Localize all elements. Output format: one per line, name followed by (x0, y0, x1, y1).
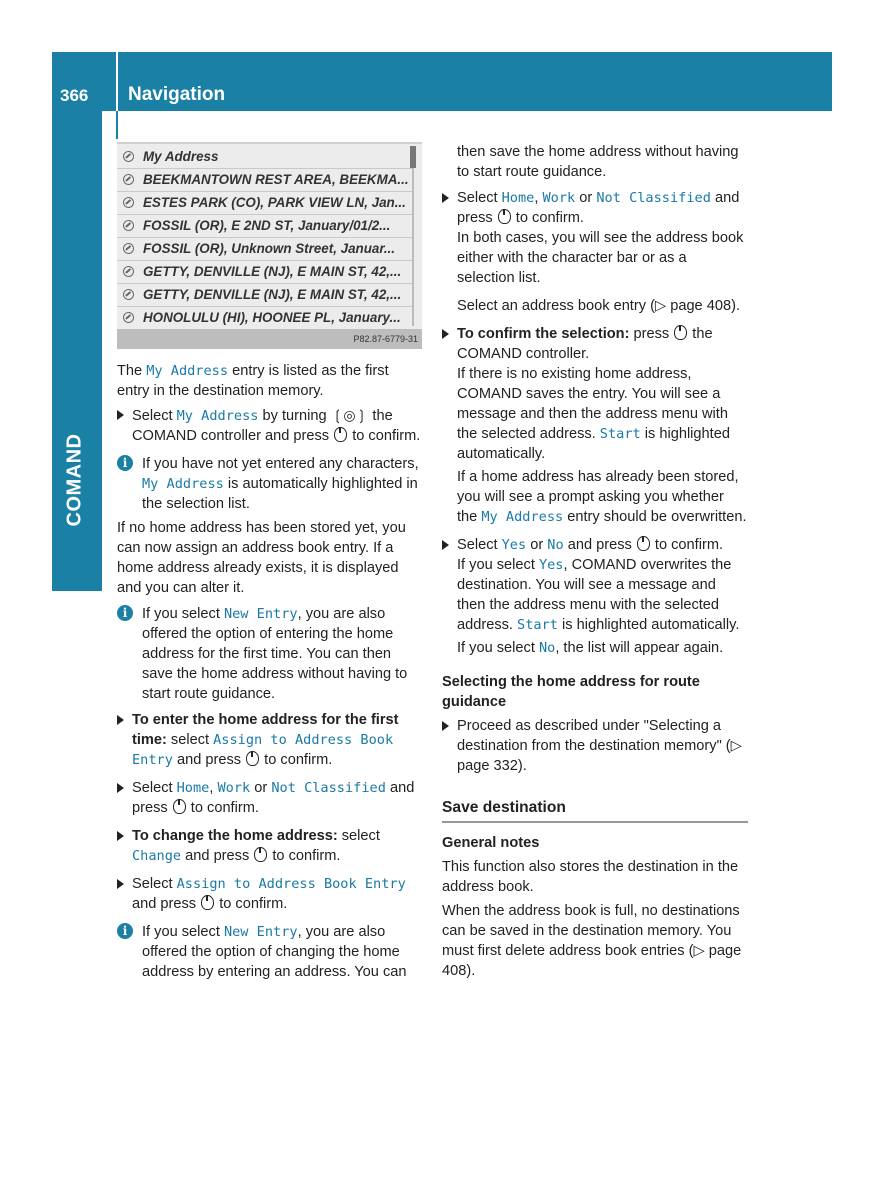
destination-icon (123, 312, 134, 323)
screen-row: GETTY, DENVILLE (NJ), E MAIN ST, 42,... (117, 284, 412, 307)
step-arrow-icon (117, 410, 124, 420)
display-term: Assign to Address Book Entry (132, 732, 394, 768)
destination-icon (123, 266, 134, 277)
destination-icon (123, 220, 134, 231)
display-term: Not Classified (596, 190, 711, 206)
right-column (442, 142, 748, 985)
info-note: i If you select New Entry, you are also offered the option of entering the home address for the first time. You can then save the home address without having to start route guidance. (117, 604, 423, 704)
display-term: Start (599, 426, 641, 442)
display-term: Yes (501, 537, 527, 553)
step-item: To enter the home address for the first time: select Assign to Address Book Entry and press to confirm. (117, 710, 423, 770)
destination-icon (123, 174, 134, 185)
info-icon: i (117, 923, 133, 939)
section-title: Navigation (128, 84, 226, 105)
step-arrow-icon (442, 540, 449, 550)
step-item: Select My Address by turning ❲◎❳ the COMAND controller and press to confirm. (117, 405, 423, 446)
step-arrow-icon (117, 783, 124, 793)
info-note: i If you select New Entry, you are also offered the option of changing the home address by entering an address. You can (117, 922, 423, 982)
paragraph: then save the home address without having to start route guidance. (457, 144, 739, 180)
left-column (117, 142, 423, 986)
display-term: Work (542, 190, 576, 206)
press-controller-icon (201, 895, 214, 910)
paragraph: When the address book is full, no destinations can be saved in the destination memory. You must first delete address book entries (▷ page 408). (442, 903, 742, 979)
step-item: To confirm the selection: press the COMAND controller. If there is no existing home address, COMAND saves the entry. You will see a message and then the address menu with the selected address. Start is highlighted automatically. If a home address has already been stored, you will see a prompt asking you whether the My Address entry should be overwritten. (442, 324, 748, 527)
display-term: Home (501, 190, 535, 206)
rotate-controller-icon: ❲◎❳ (331, 407, 368, 423)
press-controller-icon (637, 536, 650, 551)
step-arrow-icon (442, 721, 449, 731)
step-item: Select an address book entry (▷ page 408). (457, 298, 740, 314)
screen-footer (117, 329, 422, 349)
screen-row: My Address (117, 146, 412, 169)
screen-row: ESTES PARK (CO), PARK VIEW LN, Jan... (117, 192, 412, 215)
screen-row: GETTY, DENVILLE (NJ), E MAIN ST, 42,... (117, 261, 412, 284)
step-arrow-icon (442, 329, 449, 339)
press-controller-icon (498, 209, 511, 224)
screen-row: HONOLULU (HI), HOONEE PL, January... (117, 307, 412, 329)
display-term: New Entry (223, 606, 298, 622)
info-note: i If you have not yet entered any characters, My Address is automatically highlighted in the selection list. (117, 454, 423, 514)
step-item: Select Yes or No and press to confirm. If you select Yes, COMAND overwrites the destination. You will see a message and then the address menu with the selected address. Start is highlighted automatically. If you select No, the list will appear again. (442, 535, 748, 658)
display-term: Change (132, 848, 182, 864)
press-controller-icon (334, 427, 347, 442)
screen-image (117, 142, 422, 349)
side-tab (55, 420, 95, 540)
step-arrow-icon (117, 831, 124, 841)
info-icon: i (117, 455, 133, 471)
scrollbar-thumb (410, 146, 416, 168)
display-term: No (538, 640, 556, 656)
display-term: Home (176, 780, 210, 796)
step-item: To change the home address: select Change and press to confirm. (117, 826, 423, 866)
display-term: My Address (142, 476, 224, 492)
destination-icon (123, 197, 134, 208)
screen-row: BEEKMANTOWN REST AREA, BEEKMA... (117, 169, 412, 192)
section-heading: Save destination (442, 798, 748, 823)
display-term: My Address (146, 363, 229, 379)
display-term: New Entry (223, 924, 298, 940)
destination-icon (123, 289, 134, 300)
scrollbar-track (412, 146, 414, 326)
press-controller-icon (173, 799, 186, 814)
display-term: No (547, 537, 564, 553)
step-arrow-icon (442, 193, 449, 203)
press-controller-icon (254, 847, 267, 862)
step-item: Proceed as described under "Selecting a destination from the destination memory" (▷ page 332). (442, 716, 748, 776)
display-term: Work (217, 780, 251, 796)
step-detail: In both cases, you will see the address book either with the character bar or as a selection list. (457, 230, 744, 286)
press-controller-icon (674, 325, 687, 340)
screen-row: FOSSIL (OR), E 2ND ST, January/01/2... (117, 215, 412, 238)
display-term: Assign to Address Book Entry (176, 876, 406, 892)
step-item: Select Home, Work or Not Classified and press to confirm. In both cases, you will see the address book either with the character bar or as a selection list. (442, 188, 748, 288)
step-item: Select Assign to Address Book Entry and press to confirm. (117, 874, 423, 914)
display-term: Start (517, 617, 558, 633)
display-term: My Address (176, 408, 259, 424)
paragraph: This function also stores the destination in the address book. (442, 859, 739, 895)
paragraph: If no home address has been stored yet, you can now assign an address book entry. If a home address already exists, it is displayed and you can alter it. (117, 520, 406, 596)
destination-icon (123, 243, 134, 254)
step-arrow-icon (117, 879, 124, 889)
side-tab-label: COMAND (63, 433, 86, 527)
figure-id: P82.87-6779-31 (353, 334, 418, 344)
paragraph: The My Address entry is listed as the first entry in the destination memory. (117, 363, 389, 399)
screen-row: FOSSIL (OR), Unknown Street, Januar... (117, 238, 412, 261)
step-item: Select Home, Work or Not Classified and press to confirm. (117, 778, 423, 818)
step-arrow-icon (117, 715, 124, 725)
info-icon: i (117, 605, 133, 621)
press-controller-icon (246, 751, 259, 766)
header-divider (116, 111, 118, 139)
subheading: Selecting the home address for route guidance (442, 674, 700, 710)
subheading: General notes (442, 835, 540, 851)
destination-icon (123, 151, 134, 162)
page-number: 366 (60, 86, 89, 105)
display-term: My Address (481, 509, 564, 525)
display-term: Not Classified (271, 780, 386, 796)
display-term: Yes (538, 557, 564, 573)
